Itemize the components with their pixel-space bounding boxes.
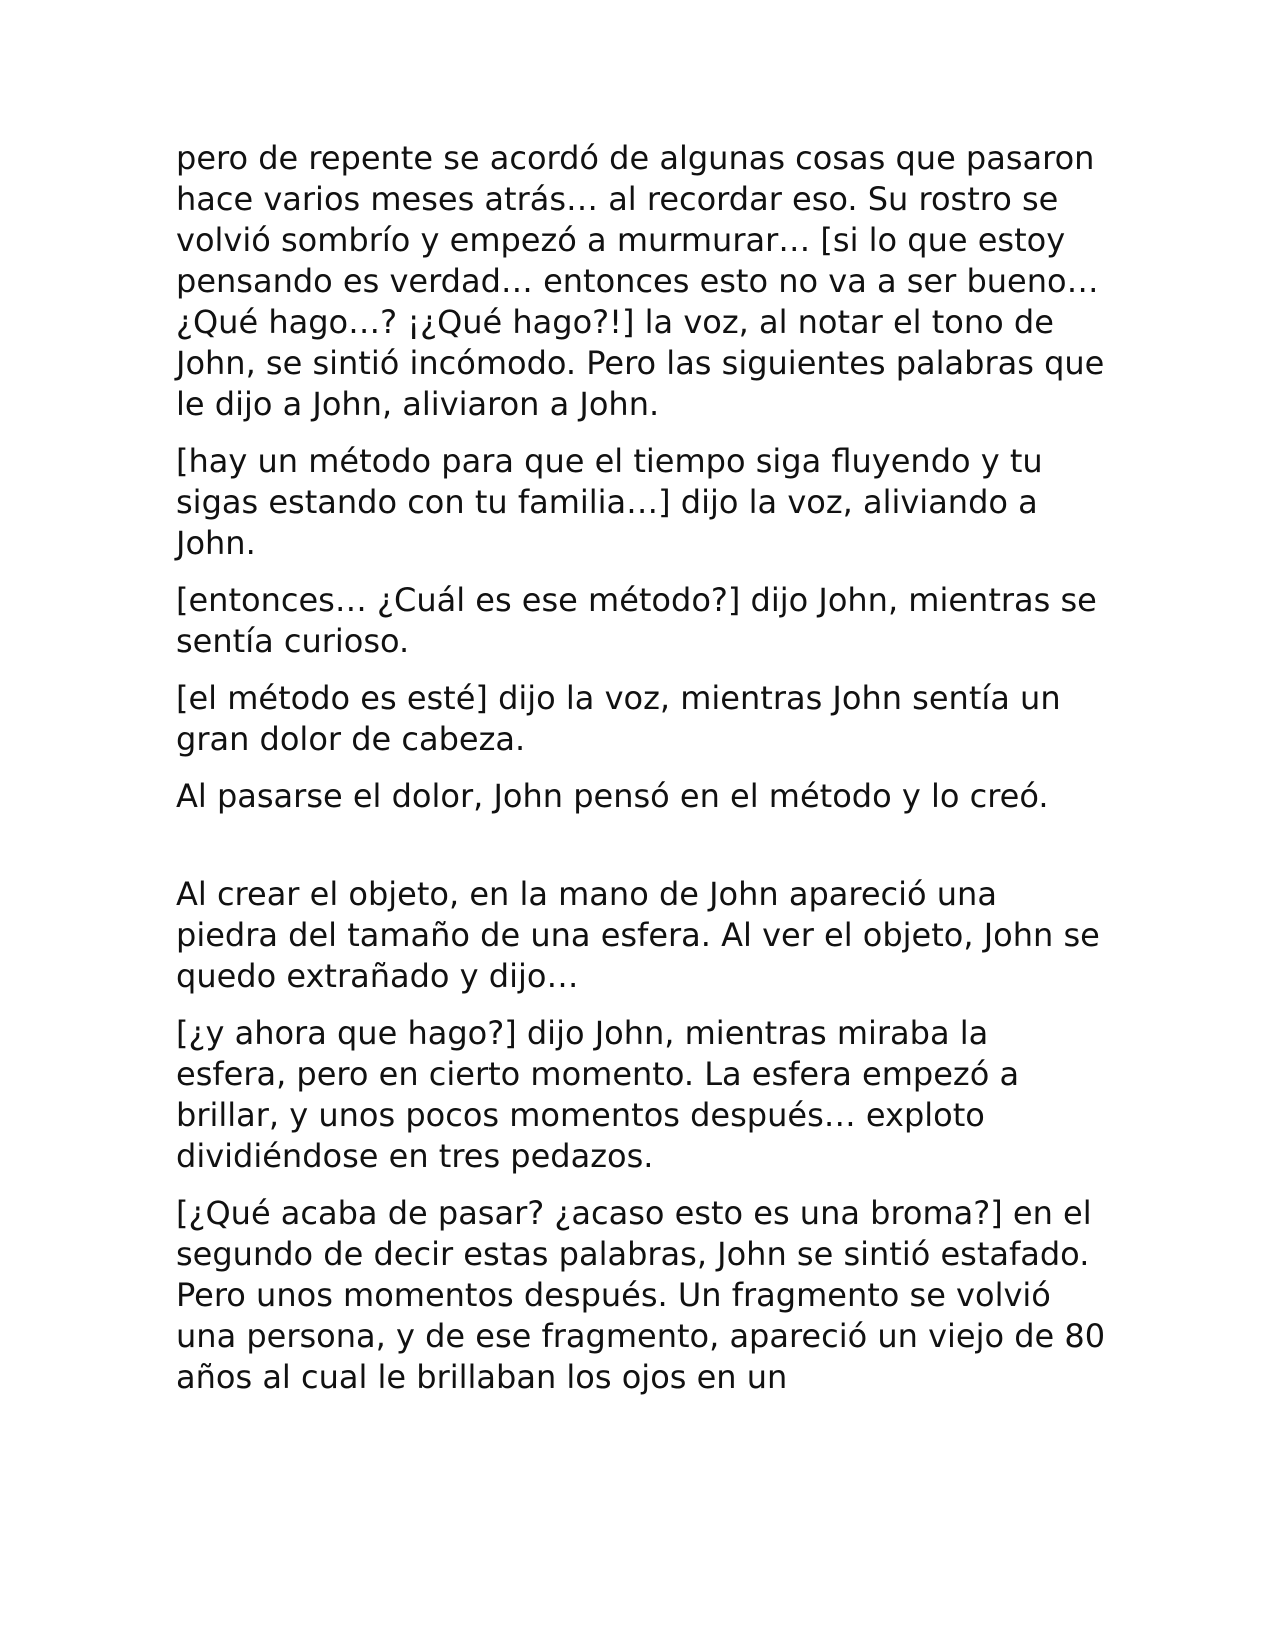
paragraph-6: Al crear el objeto, en la mano de John apareció una piedra del tamaño de una esfera. Al ver el objeto, John se quedo extrañado y dijo… xyxy=(176,875,1100,995)
paragraph-4: [el método es esté] dijo la voz, mientras John sentía un gran dolor de cabeza. xyxy=(176,679,1061,758)
document-page xyxy=(176,138,1106,1414)
paragraph-1: pero de repente se acordó de algunas cosas que pasaron hace varios meses atrás… al recordar eso. Su rostro se volvió sombrío y empezó a murmurar… [si lo que estoy pensando es verdad… entonces esto no va a ser bueno… ¿Qué hago…? ¡¿Qué hago?!] la voz, al notar el tono de John, se sintió incómodo. Pero las siguientes palabras que le dijo a John, aliviaron a John. xyxy=(176,139,1105,423)
paragraph-3: [entonces… ¿Cuál es ese método?] dijo John, mientras se sentía curioso. xyxy=(176,581,1097,660)
paragraph-7: [¿y ahora que hago?] dijo John, mientras miraba la esfera, pero en cierto momento. La esfera empezó a brillar, y unos pocos momentos después… exploto dividiéndose en tres pedazos. xyxy=(176,1014,1020,1175)
paragraph-5: Al pasarse el dolor, John pensó en el método y lo creó. xyxy=(176,777,1049,815)
paragraph-8: [¿Qué acaba de pasar? ¿acaso esto es una broma?] en el segundo de decir estas palabras, John se sintió estafado. Pero unos momentos después. Un fragmento se volvió una persona, y de ese fragmento, apareció un viejo de 80 años al cual le brillaban los ojos en un xyxy=(176,1194,1106,1396)
paragraph-2: [hay un método para que el tiempo siga fluyendo y tu sigas estando con tu familia…] dijo la voz, aliviando a John. xyxy=(176,442,1043,562)
